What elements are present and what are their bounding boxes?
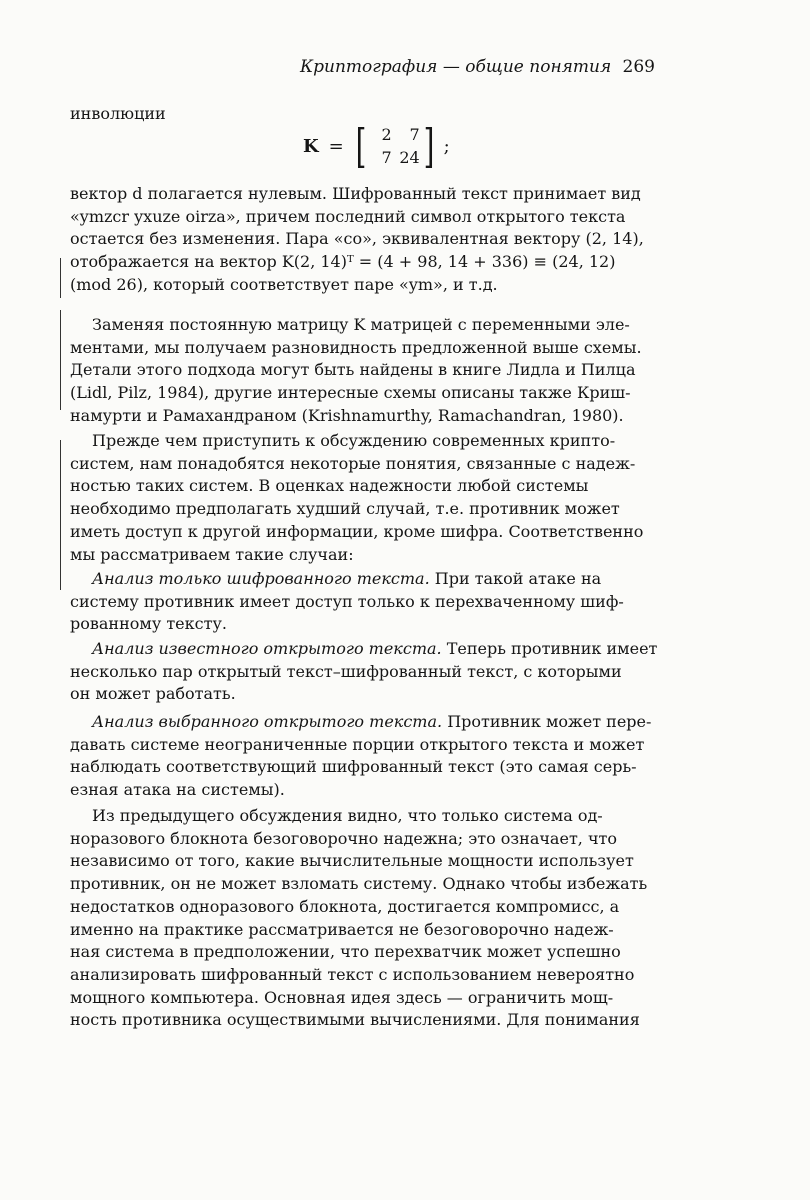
text-line: систем, нам понадобятся некоторые понятия, связанные с надеж- [70, 453, 636, 473]
text-line: анализировать шифрованный текст с использованием невероятно [70, 964, 635, 984]
margin-pencil-mark [60, 258, 63, 298]
case-term: Анализ только шифрованного текста. [92, 569, 430, 588]
text-line: «ymzcr yxuze oirza», причем последний символ открытого текста [70, 206, 626, 226]
paragraph-2 [70, 314, 658, 428]
matrix-cell: 2 [381, 125, 392, 144]
text-line: ностью таких систем. В оценках надежности любой системы [70, 476, 589, 496]
paragraph-4 [70, 805, 658, 1032]
text-line: недостатков одноразового блокнота, достигается компромисс, а [70, 896, 620, 916]
text-line [70, 568, 658, 591]
text-line: именно на практике рассматривается не безоговорочно надеж- [70, 919, 614, 939]
text-line: Из предыдущего обсуждения видно, что только система од- [92, 806, 603, 825]
text-line: остается без изменения. Пара «co», эквивалентная вектору (2, 14), [70, 229, 644, 249]
matrix-equation [303, 121, 450, 171]
case-term: Анализ известного открытого текста. [92, 639, 442, 658]
text-line: независимо от того, какие вычислительные мощности использует [70, 851, 634, 871]
text-line: (mod 26), который соответствует паре «ym», и т.д. [70, 274, 498, 294]
text-line [70, 711, 658, 734]
text-line: систему противник имеет доступ только к перехваченному шиф- [70, 591, 624, 611]
text-line: рованному тексту. [70, 614, 227, 634]
matrix-cell: 7 [381, 148, 392, 167]
case-ciphertext-only [70, 568, 658, 636]
matrix-cell: 24 [399, 148, 420, 167]
text-line: ментами, мы получаем разновидность предложенной выше схемы. [70, 337, 642, 357]
matrix-cell: 7 [409, 125, 420, 144]
text-line: езная атака на системы). [70, 780, 285, 800]
text-line: (Lidl, Pilz, 1984), другие интересные схемы описаны также Криш- [70, 383, 631, 403]
margin-pencil-mark [60, 440, 63, 590]
case-text: Противник может пере- [442, 712, 652, 731]
matrix-terminator: ; [443, 135, 450, 157]
page-header [300, 57, 655, 85]
running-title: Криптография — общие понятия [300, 57, 612, 77]
text-line: ная система в предположении, что перехватчик может успешно [70, 942, 621, 962]
case-term: Анализ выбранного открытого текста. [92, 712, 443, 731]
case-chosen-plaintext [70, 711, 658, 802]
margin-pencil-mark [60, 310, 63, 410]
text-line: вектор d полагается нулевым. Шифрованный текст принимает вид [70, 184, 641, 203]
equals-sign: = [328, 135, 344, 157]
text-line: противник, он не может взломать систему. Однако чтобы избежать [70, 874, 648, 894]
right-bracket-icon: ] [423, 119, 435, 173]
lead-word: инволюции [70, 104, 166, 123]
case-text: При такой атаке на [429, 569, 602, 588]
case-text: Теперь противник имеет [441, 639, 658, 658]
text-line: необходимо предполагать худший случай, т.е. противник может [70, 499, 620, 519]
text-line: намурти и Рамахандраном (Krishnamurthy, Ramachandran, 1980). [70, 405, 624, 425]
text-line: норазового блокнота безоговорочно надежна; это означает, что [70, 828, 618, 848]
matrix-name: K [303, 135, 319, 157]
text-line: наблюдать соответствующий шифрованный текст (это самая серь- [70, 757, 637, 777]
paragraph-1 [70, 183, 658, 297]
text-line: ность противника осуществимыми вычислениями. Для понимания [70, 1010, 640, 1030]
page-number: 269 [622, 57, 655, 77]
text-line: мы рассматриваем такие случаи: [70, 544, 354, 564]
text-line: Заменяя постоянную матрицу K матрицей с переменными эле- [92, 315, 630, 334]
paragraph-3 [70, 430, 658, 566]
text-line: отображается на вектор K(2, 14)ᵀ = (4 + 98, 14 + 336) ≡ (24, 12) [70, 252, 616, 272]
text-line: мощного компьютера. Основная идея здесь — ограничить мощ- [70, 987, 614, 1007]
text-line: иметь доступ к другой информации, кроме шифра. Соответственно [70, 521, 644, 541]
left-bracket-icon: [ [355, 119, 367, 173]
text-line: он может работать. [70, 684, 236, 704]
case-known-plaintext [70, 638, 658, 706]
matrix-body [370, 123, 420, 169]
text-line: несколько пар открытый текст–шифрованный текст, с которыми [70, 661, 622, 681]
text-line: Прежде чем приступить к обсуждению современных крипто- [92, 431, 616, 450]
text-line: давать системе неограниченные порции открытого текста и может [70, 734, 645, 754]
text-line [70, 638, 658, 661]
text-line: Детали этого подхода могут быть найдены в книге Лидла и Пилца [70, 360, 636, 380]
